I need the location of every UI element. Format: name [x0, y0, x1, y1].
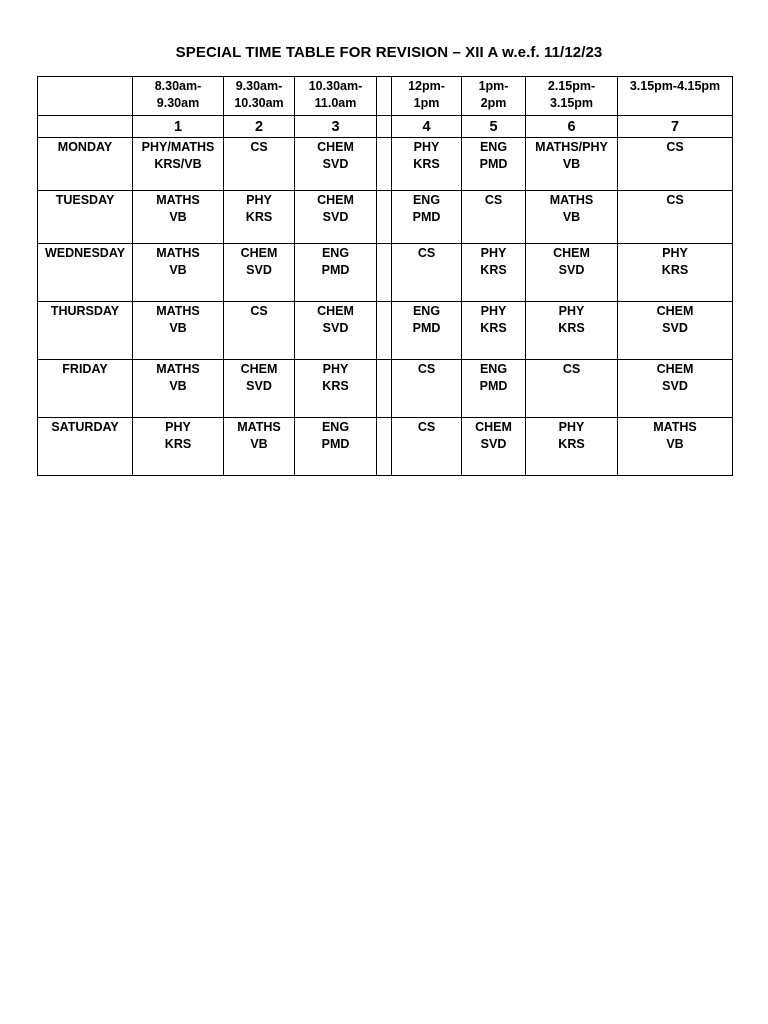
period-cell-thursday-3-line-1: CHEM	[317, 304, 354, 318]
period-cell-monday-5	[462, 138, 526, 191]
period-cell-wednesday-1-line-2: VB	[169, 263, 187, 277]
period-cell-friday-2-line-2: SVD	[246, 379, 272, 393]
break-column-cell-thursday	[377, 302, 392, 360]
break-column-cell-time	[377, 77, 392, 116]
day-row-tuesday	[38, 191, 733, 244]
period-cell-wednesday-2-line-1: CHEM	[240, 246, 278, 260]
time-slot-3-line-2: 11.0am	[314, 96, 357, 110]
period-cell-tuesday-6-line-2: VB	[562, 210, 581, 224]
time-slot-2-line-2: 10.30am	[234, 96, 284, 110]
period-cell-friday-4-line-1: CS	[417, 362, 436, 376]
period-cell-thursday-2-line-1: CS	[250, 304, 268, 318]
day-label-saturday	[38, 418, 133, 476]
time-slot-6-line-2: 3.15pm	[549, 96, 594, 110]
period-cell-tuesday-1-line-1: MATHS	[156, 193, 200, 207]
period-cell-wednesday-3-line-1: ENG	[321, 246, 350, 260]
period-cell-thursday-1-line-1: MATHS	[156, 304, 200, 318]
day-label-wednesday-line-1: WEDNESDAY	[44, 246, 126, 260]
period-number-7-line-1: 7	[670, 119, 680, 135]
day-label-monday-line-1: MONDAY	[57, 140, 113, 154]
day-label-thursday	[38, 302, 133, 360]
period-cell-thursday-4-line-1: ENG	[412, 304, 441, 318]
period-cell-friday-1-line-2: VB	[169, 379, 187, 393]
time-slot-2-line-1: 9.30am-	[235, 79, 283, 93]
period-cell-thursday-3	[295, 302, 377, 360]
time-slot-1-line-1: 8.30am-	[154, 79, 202, 93]
period-cell-friday-3	[295, 360, 377, 418]
period-cell-tuesday-5-line-1: CS	[484, 193, 503, 207]
period-cell-monday-1-line-1: PHY/MATHS	[141, 140, 215, 154]
period-cell-monday-5-line-1: ENG	[479, 140, 508, 154]
period-number-7	[618, 116, 733, 138]
period-cell-wednesday-3-line-2: PMD	[321, 263, 350, 277]
period-cell-saturday-4-line-1: CS	[417, 420, 436, 434]
period-cell-monday-3-line-1: CHEM	[317, 140, 354, 154]
period-cell-monday-5-line-2: PMD	[479, 157, 508, 171]
period-cell-saturday-5-line-2: SVD	[480, 437, 507, 451]
period-cell-monday-2	[224, 138, 295, 191]
time-slot-5	[462, 77, 526, 116]
day-label-tuesday	[38, 191, 133, 244]
time-slot-5-line-1: 1pm-	[478, 79, 509, 93]
time-slot-7	[618, 77, 733, 116]
period-cell-tuesday-3-line-2: SVD	[322, 210, 349, 224]
period-cell-friday-3-line-2: KRS	[322, 379, 349, 393]
break-column-cell-monday	[377, 138, 392, 191]
period-cell-monday-7-line-1: CS	[666, 140, 684, 154]
period-cell-tuesday-7	[618, 191, 733, 244]
period-cell-tuesday-3-line-1: CHEM	[317, 193, 354, 207]
period-cell-wednesday-7-line-1: PHY	[662, 246, 688, 260]
period-cell-thursday-7	[618, 302, 733, 360]
period-cell-monday-4-line-2: KRS	[413, 157, 440, 171]
time-slot-4-line-2: 1pm	[413, 96, 440, 110]
period-cell-monday-1	[133, 138, 224, 191]
day-label-tuesday-line-1: TUESDAY	[55, 193, 115, 207]
period-number-4	[392, 116, 462, 138]
time-slot-6-line-1: 2.15pm-	[547, 79, 596, 93]
period-number-1-line-1: 1	[173, 119, 183, 135]
day-row-friday	[38, 360, 733, 418]
period-cell-friday-4	[392, 360, 462, 418]
break-column-cell-wednesday	[377, 244, 392, 302]
period-number-6	[526, 116, 618, 138]
period-number-3-line-1: 3	[331, 119, 340, 135]
day-label-wednesday	[38, 244, 133, 302]
break-column-cell-friday	[377, 360, 392, 418]
period-cell-saturday-2-line-2: VB	[250, 437, 268, 451]
period-cell-thursday-5-line-2: KRS	[480, 321, 507, 335]
period-cell-saturday-7-line-2: VB	[666, 437, 684, 451]
period-cell-wednesday-4	[392, 244, 462, 302]
break-column-cell-saturday	[377, 418, 392, 476]
period-cell-tuesday-4-line-2: PMD	[412, 210, 441, 224]
time-slot-3	[295, 77, 377, 116]
time-slot-5-line-2: 2pm	[480, 96, 507, 110]
timetable	[37, 76, 733, 476]
day-label-saturday-line-1: SATURDAY	[51, 420, 119, 434]
time-slot-3-line-1: 10.30am-	[308, 79, 363, 93]
day-label-friday-line-1: FRIDAY	[62, 362, 108, 376]
period-cell-thursday-7-line-1: CHEM	[656, 304, 694, 318]
period-cell-thursday-1-line-2: VB	[169, 321, 187, 335]
period-number-1	[133, 116, 224, 138]
period-cell-thursday-4-line-2: PMD	[412, 321, 441, 335]
period-cell-wednesday-5-line-1: PHY	[480, 246, 507, 260]
period-cell-tuesday-7-line-1: CS	[666, 193, 684, 207]
period-cell-monday-7	[618, 138, 733, 191]
period-cell-tuesday-2-line-2: KRS	[245, 210, 273, 224]
period-cell-friday-5-line-2: PMD	[479, 379, 508, 393]
period-number-6-line-1: 6	[567, 119, 576, 135]
day-row-saturday	[38, 418, 733, 476]
period-number-2	[224, 116, 295, 138]
period-cell-tuesday-2	[224, 191, 295, 244]
page-title: SPECIAL TIME TABLE FOR REVISION – XII A w.e.f. 11/12/23	[175, 44, 603, 61]
day-row-wednesday	[38, 244, 733, 302]
period-number-2-line-1: 2	[254, 119, 264, 135]
period-number-4-line-1: 4	[422, 119, 431, 135]
period-cell-saturday-3	[295, 418, 377, 476]
period-cell-friday-6	[526, 360, 618, 418]
period-cell-saturday-6-line-2: KRS	[558, 437, 585, 451]
period-number-3	[295, 116, 377, 138]
period-cell-monday-2-line-1: CS	[250, 140, 268, 154]
period-cell-thursday-5-line-1: PHY	[480, 304, 507, 318]
period-cell-saturday-7-line-1: MATHS	[653, 420, 697, 434]
day-label-thursday-line-1: THURSDAY	[50, 304, 120, 318]
period-cell-wednesday-2	[224, 244, 295, 302]
period-cell-tuesday-1-line-2: VB	[169, 210, 187, 224]
period-cell-saturday-6-line-1: PHY	[558, 420, 585, 434]
period-cell-saturday-2-line-1: MATHS	[237, 420, 281, 434]
period-cell-thursday-4	[392, 302, 462, 360]
time-slot-7-line-1: 3.15pm-4.15pm	[629, 79, 721, 93]
period-cell-wednesday-6	[526, 244, 618, 302]
period-cell-thursday-6	[526, 302, 618, 360]
period-cell-friday-5-line-1: ENG	[479, 362, 508, 376]
period-cell-wednesday-7	[618, 244, 733, 302]
period-cell-monday-3-line-2: SVD	[322, 157, 349, 171]
period-number-corner	[38, 116, 133, 138]
period-cell-wednesday-6-line-1: CHEM	[553, 246, 590, 260]
period-cell-friday-6-line-1: CS	[562, 362, 581, 376]
period-cell-monday-4-line-1: PHY	[413, 140, 440, 154]
period-cell-friday-2	[224, 360, 295, 418]
period-cell-saturday-3-line-2: PMD	[321, 437, 350, 451]
period-cell-wednesday-7-line-2: KRS	[661, 263, 689, 277]
period-number-row	[38, 116, 733, 138]
period-cell-thursday-2	[224, 302, 295, 360]
period-cell-monday-4	[392, 138, 462, 191]
period-cell-tuesday-1	[133, 191, 224, 244]
period-cell-saturday-1-line-1: PHY	[165, 420, 191, 434]
break-column-cell-tuesday	[377, 191, 392, 244]
time-slot-2	[224, 77, 295, 116]
period-cell-wednesday-1-line-1: MATHS	[156, 246, 200, 260]
period-cell-saturday-2	[224, 418, 295, 476]
period-cell-wednesday-5	[462, 244, 526, 302]
corner-cell	[38, 77, 133, 116]
period-cell-monday-3	[295, 138, 377, 191]
period-cell-friday-5	[462, 360, 526, 418]
period-cell-wednesday-4-line-1: CS	[417, 246, 436, 260]
period-cell-saturday-1-line-2: KRS	[164, 437, 192, 451]
period-cell-wednesday-6-line-2: SVD	[558, 263, 585, 277]
period-cell-tuesday-6	[526, 191, 618, 244]
period-cell-saturday-5-line-1: CHEM	[475, 420, 512, 434]
period-cell-wednesday-1	[133, 244, 224, 302]
period-cell-thursday-7-line-2: SVD	[662, 321, 688, 335]
period-cell-wednesday-3	[295, 244, 377, 302]
break-column-cell-number	[377, 116, 392, 138]
period-cell-friday-3-line-1: PHY	[322, 362, 349, 376]
period-cell-friday-1-line-1: MATHS	[156, 362, 200, 376]
day-row-thursday	[38, 302, 733, 360]
time-slot-1-line-2: 9.30am	[156, 96, 200, 110]
period-cell-saturday-1	[133, 418, 224, 476]
period-number-5	[462, 116, 526, 138]
day-row-monday	[38, 138, 733, 191]
period-cell-saturday-7	[618, 418, 733, 476]
day-label-friday	[38, 360, 133, 418]
period-cell-monday-1-line-2: KRS/VB	[154, 157, 202, 171]
period-cell-saturday-6	[526, 418, 618, 476]
period-cell-tuesday-4	[392, 191, 462, 244]
period-cell-tuesday-2-line-1: PHY	[246, 193, 272, 207]
time-slot-4	[392, 77, 462, 116]
period-cell-tuesday-3	[295, 191, 377, 244]
period-cell-thursday-3-line-2: SVD	[322, 321, 349, 335]
day-label-monday	[38, 138, 133, 191]
period-cell-thursday-6-line-1: PHY	[558, 304, 585, 318]
period-cell-saturday-5	[462, 418, 526, 476]
period-cell-thursday-1	[133, 302, 224, 360]
time-slot-row	[38, 77, 733, 116]
period-cell-friday-7	[618, 360, 733, 418]
period-cell-wednesday-2-line-2: SVD	[246, 263, 272, 277]
time-slot-1	[133, 77, 224, 116]
period-cell-tuesday-4-line-1: ENG	[412, 193, 441, 207]
period-cell-thursday-5	[462, 302, 526, 360]
period-cell-friday-1	[133, 360, 224, 418]
time-slot-6	[526, 77, 618, 116]
period-number-5-line-1: 5	[489, 119, 498, 135]
period-cell-friday-7-line-1: CHEM	[656, 362, 694, 376]
period-cell-friday-2-line-1: CHEM	[240, 362, 278, 376]
period-cell-tuesday-5	[462, 191, 526, 244]
period-cell-saturday-4	[392, 418, 462, 476]
period-cell-saturday-3-line-1: ENG	[321, 420, 350, 434]
period-cell-monday-6-line-2: VB	[562, 157, 581, 171]
period-cell-monday-6-line-1: MATHS/PHY	[535, 140, 608, 154]
time-slot-4-line-1: 12pm-	[408, 79, 445, 93]
period-cell-thursday-6-line-2: KRS	[558, 321, 585, 335]
period-cell-friday-7-line-2: SVD	[662, 379, 688, 393]
period-cell-tuesday-6-line-1: MATHS	[549, 193, 594, 207]
period-cell-monday-6	[526, 138, 618, 191]
timetable-body	[38, 77, 733, 476]
period-cell-wednesday-5-line-2: KRS	[480, 263, 507, 277]
